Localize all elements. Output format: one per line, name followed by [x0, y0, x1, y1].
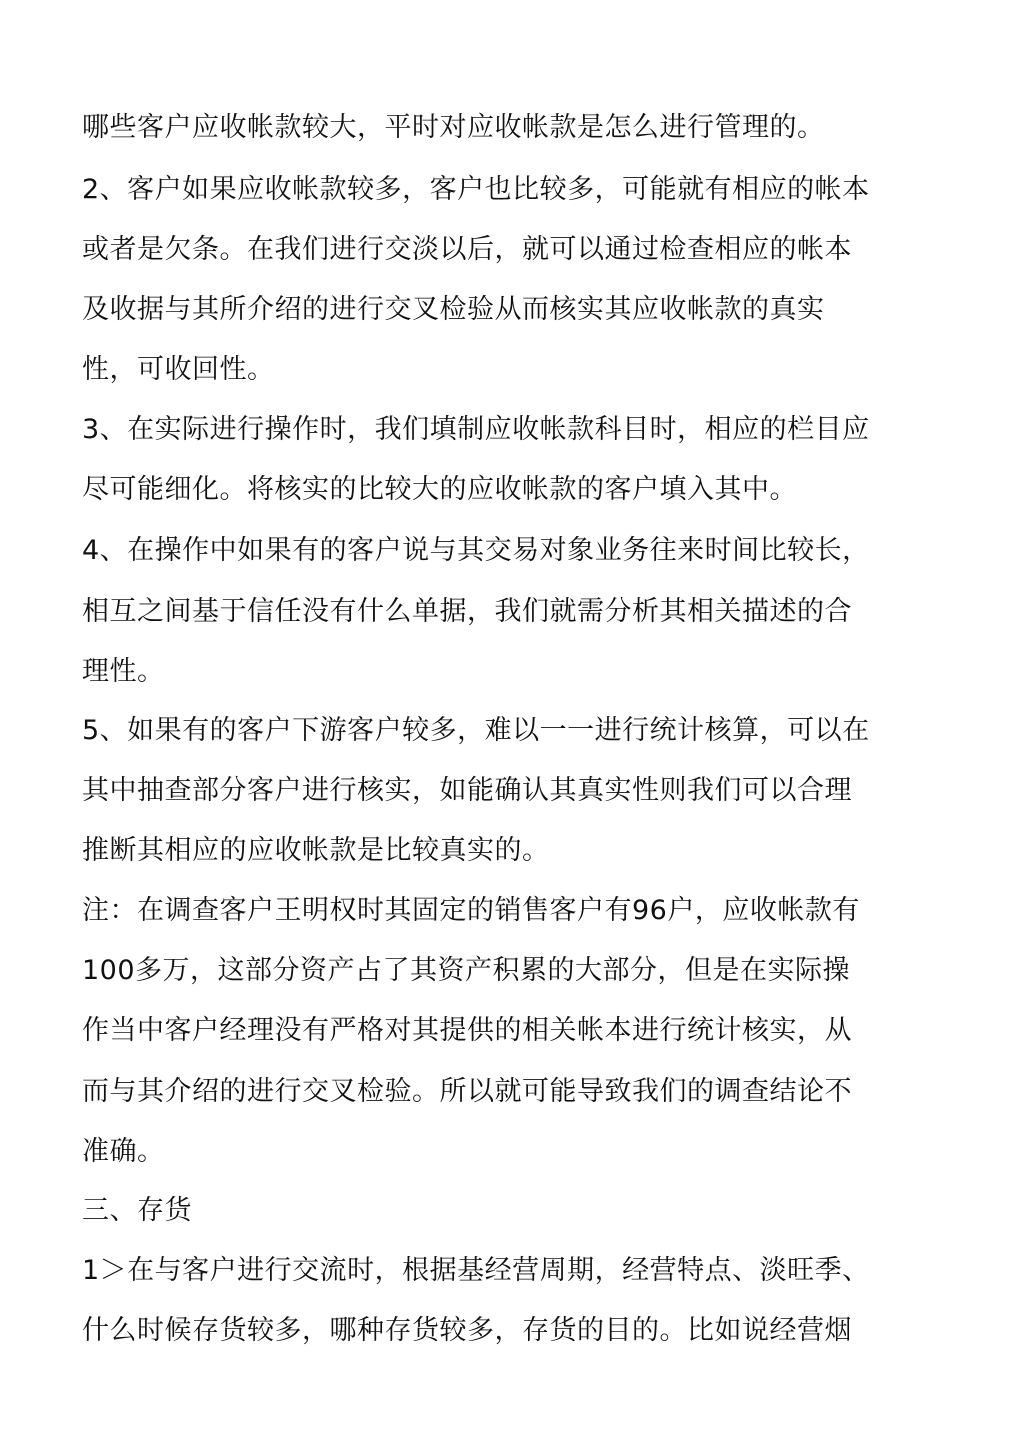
text-line: 准确。 — [82, 1136, 165, 1167]
text-line: 什么时候存货较多，哪种存货较多，存货的目的。比如说经营烟 — [82, 1315, 852, 1346]
text-line: 尽可能细化。将核实的比较大的应收帐款的客户填入其中。 — [82, 474, 797, 505]
text-line: 其中抽查部分客户进行核实，如能确认其真实性则我们可以合理 — [82, 775, 852, 806]
text-line: 或者是欠条。在我们进行交淡以后，就可以通过检查相应的帐本 — [82, 234, 852, 265]
text-line: 注：在调查客户王明权时其固定的销售客户有96户，应收帐款有 — [82, 895, 860, 926]
text-line: 3、在实际进行操作时，我们填制应收帐款科目时，相应的栏目应 — [82, 414, 870, 445]
text-line: 作当中客户经理没有严格对其提供的相关帐本进行统计核实，从 — [82, 1015, 852, 1046]
text-line: 100多万，这部分资产占了其资产积累的大部分，但是在实际操 — [82, 955, 851, 986]
text-line: 1＞在与客户进行交流时，根据基经营周期，经营特点、淡旺季、 — [82, 1255, 870, 1286]
text-line: 2、客户如果应收帐款较多，客户也比较多，可能就有相应的帐本 — [82, 174, 870, 205]
text-line: 推断其相应的应收帐款是比较真实的。 — [82, 835, 550, 866]
text-line: 4、在操作中如果有的客户说与其交易对象业务往来时间比较长， — [82, 535, 870, 566]
text-line: 而与其介绍的进行交叉检验。所以就可能导致我们的调查结论不 — [82, 1076, 852, 1107]
text-line: 5、如果有的客户下游客户较多，难以一一进行统计核算，可以在 — [82, 715, 870, 746]
text-line: 相互之间基于信任没有什么单据，我们就需分析其相关描述的合 — [82, 596, 852, 627]
section-heading: 三、存货 — [82, 1195, 192, 1226]
text-line: 及收据与其所介绍的进行交叉检验从而核实其应收帐款的真实 — [82, 294, 825, 325]
text-line: 哪些客户应收帐款较大，平时对应收帐款是怎么进行管理的。 — [82, 112, 825, 143]
text-line: 性，可收回性。 — [82, 354, 275, 385]
text-line: 理性。 — [82, 656, 165, 687]
